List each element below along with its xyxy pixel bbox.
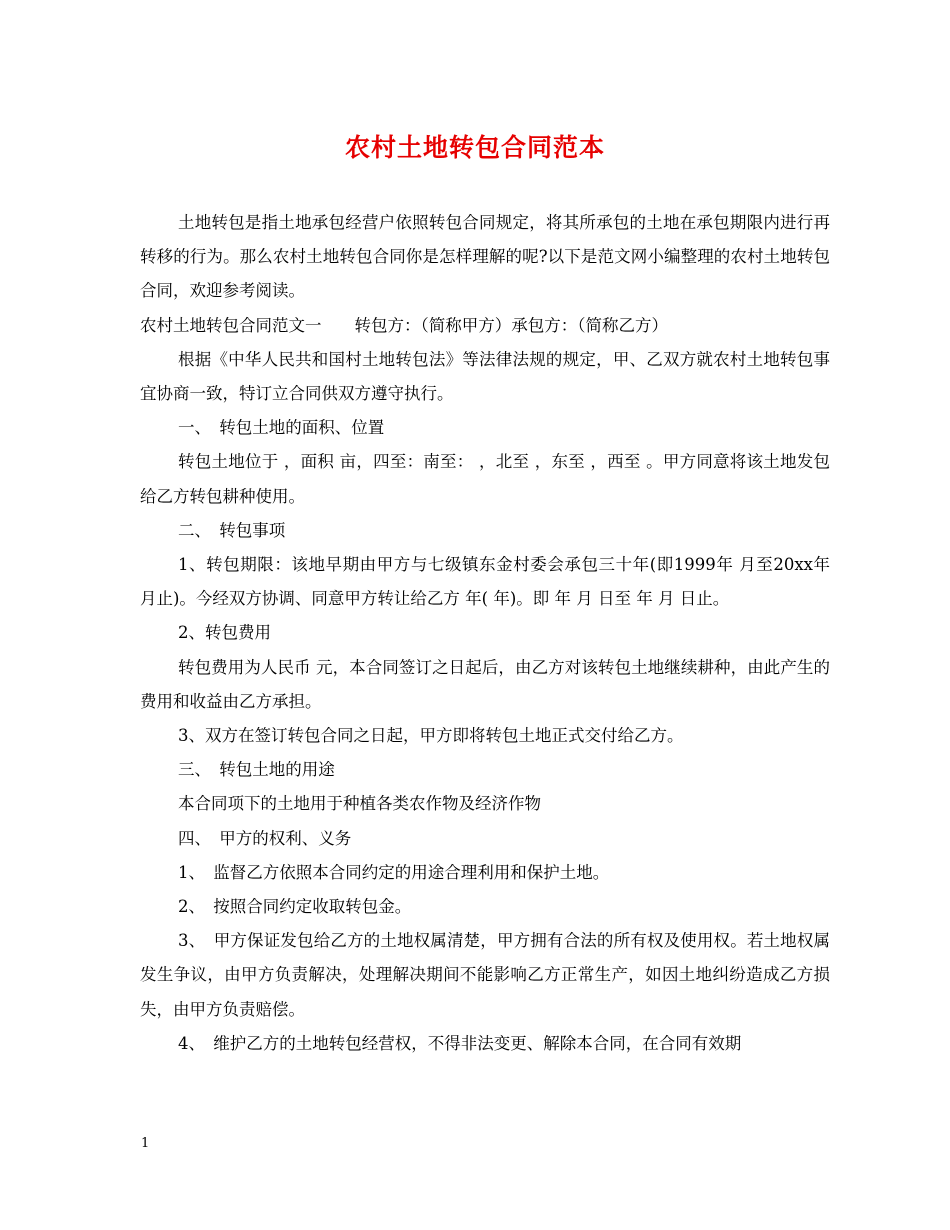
paragraph: 本合同项下的土地用于种植各类农作物及经济作物 <box>178 794 541 814</box>
paragraph: 转包费用为人民币 元，本合同签订之日起后，由乙方对该转包土地继续耕种，由此产生的费用和收益由乙方承担。 <box>140 657 830 711</box>
section-heading: 四、 甲方的权利、义务 <box>178 828 352 848</box>
paragraph: 2、转包费用 <box>178 623 271 643</box>
paragraph: 1、 监督乙方依照本合同约定的用途合理利用和保护土地。 <box>178 862 610 882</box>
paragraph: 1、转包期限：该地早期由甲方与七级镇东金村委会承包三十年(即1999年 月至20xx年 月止)。今经双方协调、同意甲方转让给乙方 年( 年)。即 年 月 日至 年 月 日止。 <box>140 555 830 609</box>
section-heading: 二、 转包事项 <box>178 520 286 540</box>
paragraph: 转包土地位于 ，面积 亩，四至：南至： ，北至 ，东至 ，西至 。甲方同意将该土地发包给乙方转包耕种使用。 <box>140 452 830 506</box>
paragraph: 3、双方在签订转包合同之日起，甲方即将转包土地正式交付给乙方。 <box>178 726 684 746</box>
section-heading: 一、 转包土地的面积、位置 <box>178 418 385 438</box>
paragraph: 根据《中华人民共和国村土地转包法》等法律法规的规定，甲、乙双方就农村土地转包事宜协商一致，特订立合同供双方遵守执行。 <box>140 349 830 404</box>
paragraph: 土地转包是指土地承包经营户依照转包合同规定，将其所承包的土地在承包期限内进行再转移的行为。那么农村土地转包合同你是怎样理解的呢?以下是范文网小编整理的农村土地转包合同，欢迎参考阅读。 <box>140 213 830 301</box>
page-number: 1 <box>141 1136 150 1151</box>
section-heading: 三、 转包土地的用途 <box>178 760 335 780</box>
paragraph: 2、 按照合同约定收取转包金。 <box>178 897 412 917</box>
paragraph: 农村土地转包合同范文一 转包方：（简称甲方）承包方：（简称乙方） <box>140 315 668 335</box>
paragraph: 4、 维护乙方的土地转包经营权，不得非法变更、解除本合同，在合同有效期 <box>178 1033 742 1053</box>
document-body <box>140 206 830 1061</box>
document-title: 农村土地转包合同范本 <box>344 133 605 162</box>
paragraph: 3、 甲方保证发包给乙方的土地权属清楚，甲方拥有合法的所有权及使用权。若土地权属发生争议，由甲方负责解决，处理解决期间不能影响乙方正常生产，如因土地纠纷造成乙方损失，由甲方负责赔偿。 <box>140 931 830 1019</box>
